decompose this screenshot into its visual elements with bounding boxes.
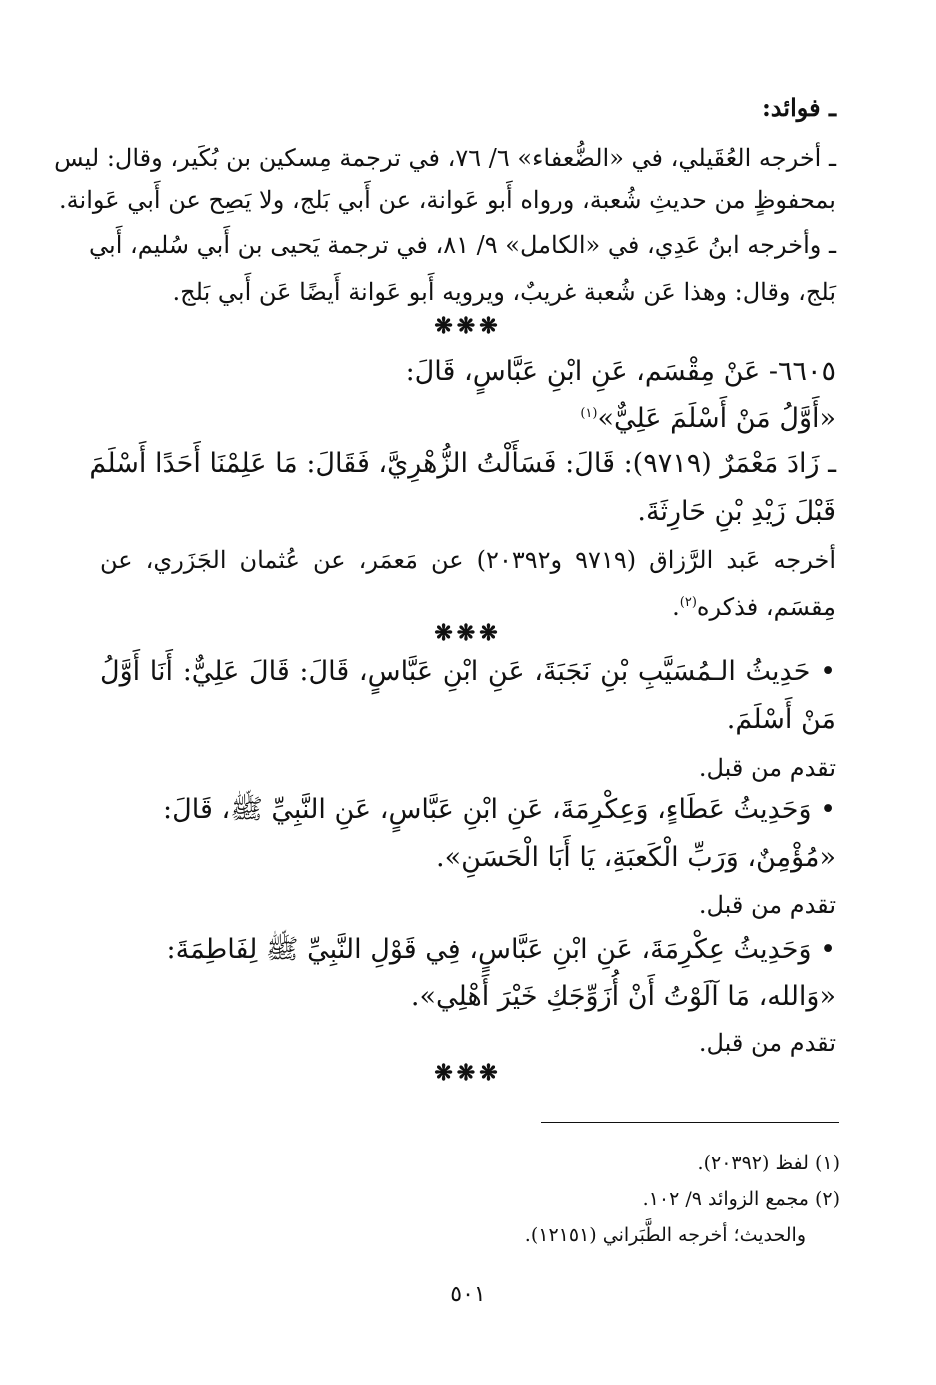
hadith-intro: ٦٦٠٥- عَنْ مِقْسَم، عَنِ ابْنِ عَبَّاسٍ، قَالَ:: [405, 356, 836, 387]
separator-3: ❋❋❋: [434, 1060, 502, 1086]
footnote-ref-1: (١): [580, 406, 598, 421]
footnote-ref-2: (٢): [679, 595, 697, 610]
crossref-3-line-2: «وَالله، مَا آلَوْتُ أَنْ أُزَوِّجَكِ خَيْرَ أَهْلِي».: [410, 981, 836, 1012]
crossref-3-line-1: • وَحَدِيثُ عِكْرِمَةَ، عَنِ ابْنِ عَبَّاسٍ، فِي قَوْلِ النَّبِيِّ ﷺ لِفَاطِمَةَ:: [166, 934, 836, 965]
crossref-1-note: تقدم من قبل.: [698, 754, 836, 782]
addition-line-2: قَبْلَ زَيْدِ بْنِ حَارِثَةَ.: [637, 496, 836, 527]
crossref-1-line-1: • حَدِيثُ الـمُسَيَّبِ بْنِ نَجَبَةَ، عَنِ ابْنِ عَبَّاسٍ، قَالَ: قَالَ عَلِيٌّ: أَنَا أَوَّلُ: [100, 656, 836, 687]
crossref-2-line-2: «مُؤْمِنٌ، وَرَبِّ الْكَعبَةِ، يَا أَبَا الْحَسَنِ».: [436, 842, 836, 873]
footnote-divider: [541, 1122, 839, 1123]
footnote-2: (٢) مجمع الزوائد ٩/ ١٠٢.: [642, 1188, 840, 1210]
source-line-1: أخرجه عَبد الرَّزاق (٩٧١٩ و٢٠٣٩٢) عن مَعمَر، عن عُثمان الجَزَري، عن: [100, 546, 836, 574]
benefits-heading: ـ فوائد:: [761, 93, 836, 122]
addition-line-1: ـ زَادَ مَعْمَرٌ (٩٧١٩): قَالَ: فَسَأَلْتُ الزُّهْرِيَّ، فَقَالَ: مَا عَلِمْنَا أَحَدًا أَسْلَمَ: [89, 448, 836, 479]
footnote-2-continued: والحديث؛ أخرجه الطَّبَراني (١٢١٥١).: [524, 1224, 806, 1246]
crossref-2-note: تقدم من قبل.: [698, 891, 836, 919]
crossref-1-line-2: مَنْ أَسْلَمَ.: [726, 704, 836, 735]
separator-2: ❋❋❋: [434, 620, 502, 646]
benefits-line-3: ـ وأخرجه ابنُ عَدِي، في «الكامل» ٩/ ٨١، في ترجمة يَحيى بن أَبي سُليم، أَبي: [89, 231, 836, 259]
crossref-2-line-1: • وَحَدِيثُ عَطَاءٍ، وَعِكْرِمَةَ، عَنِ ابْنِ عَبَّاسٍ، عَنِ النَّبِيِّ ﷺ، قَالَ:: [163, 794, 836, 825]
source-line-2: [100, 583, 836, 623]
hadith-text: [100, 394, 836, 434]
benefits-line-4: بَلج، وقال: وهذا عَن شُعبة غريبٌ، ويرويه أَبو عَوانة أَيضًا عَن أَبي بَلج.: [172, 278, 836, 306]
footnote-1: (١) لفظ (٢٠٣٩٢).: [697, 1152, 840, 1174]
source-line-2-text: مِقسَم، فذكره: [696, 593, 836, 621]
hadith-text-body: «أَوَّلُ مَنْ أَسْلَمَ عَلِيٌّ»: [597, 403, 836, 434]
crossref-3-note: تقدم من قبل.: [698, 1029, 836, 1057]
benefits-line-1: ـ أخرجه العُقَيلي، في «الضُّعفاء» ٦/ ٧٦، في ترجمة مِسكين بن بُكَير، وقال: ليس: [54, 144, 836, 172]
benefits-line-2: بمحفوظٍ من حديثِ شُعبة، ورواه أَبو عَوانة، عن أَبي بَلج، ولا يَصِح عن أَبي عَوانة.: [59, 186, 836, 214]
separator-1: ❋❋❋: [434, 313, 502, 339]
page-number: ٥٠١: [450, 1282, 486, 1307]
source-line-2-end: .: [672, 593, 680, 621]
